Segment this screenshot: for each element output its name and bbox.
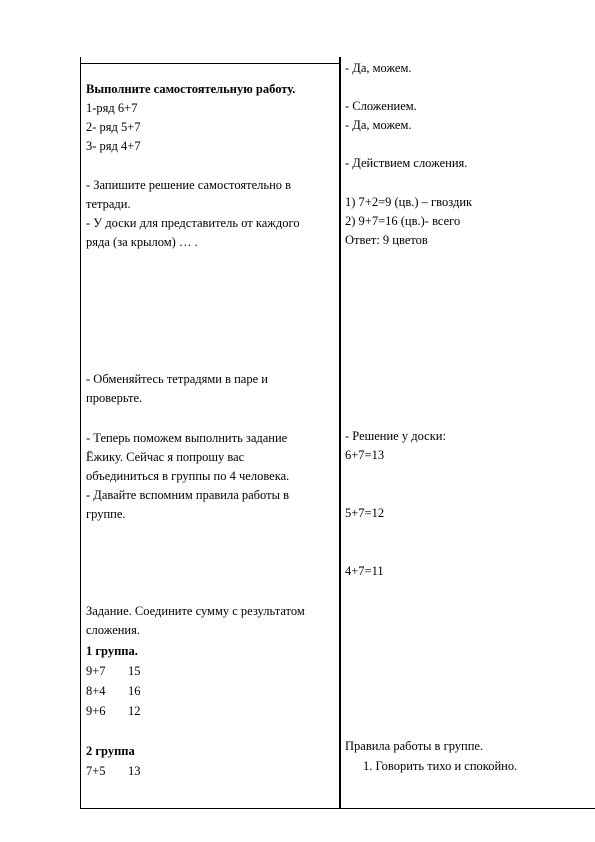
group2-result: 13: [128, 764, 141, 778]
instruction-swap-line1: - Обменяйтесь тетрадями в паре и: [86, 372, 268, 386]
instruction-board-line2: ряда (за крылом) … .: [86, 235, 198, 249]
instruction-rules-line1: - Давайте вспомним правила работы в: [86, 488, 289, 502]
instruction-write-line1: - Запишите решение самостоятельно в: [86, 178, 292, 192]
group1-title: 1 группа.: [86, 644, 138, 658]
table-left-border: [80, 57, 81, 809]
group1-row: [86, 702, 141, 721]
reply-yes-1: - Да, можем.: [345, 61, 412, 75]
group1-result: 15: [128, 664, 141, 678]
solution-step-1: 1) 7+2=9 (цв.) – гвоздик: [345, 195, 473, 209]
group1-expr: 8+4: [86, 684, 106, 698]
group1-result: 12: [128, 704, 141, 718]
reply-yes-2: - Да, можем.: [345, 118, 412, 132]
row-task-3: 3- ряд 4+7: [86, 139, 141, 153]
instruction-swap-line2: проверьте.: [86, 391, 143, 405]
instruction-help-line2: Ёжику. Сейчас я попрошу вас: [86, 450, 245, 464]
row-task-1: 1-ряд 6+7: [86, 101, 138, 115]
instruction-board-line1: - У доски для представитель от каждого: [86, 216, 300, 230]
group-rules-title: Правила работы в группе.: [345, 739, 484, 753]
instruction-write-line2: тетради.: [86, 197, 131, 211]
equation-3: 4+7=11: [345, 564, 384, 578]
table-bottom-border: [80, 808, 595, 809]
group-rule-1: 1. Говорить тихо и спокойно.: [363, 759, 518, 773]
header-row-border: [80, 63, 340, 64]
group1-row: [86, 662, 141, 681]
instruction-rules-line2: группе.: [86, 507, 126, 521]
reply-addition: - Сложением.: [345, 99, 417, 113]
group2-row: [86, 762, 141, 781]
group1-result: 16: [128, 684, 141, 698]
group1-row: [86, 682, 141, 701]
solution-step-2: 2) 9+7=16 (цв.)- всего: [345, 214, 461, 228]
reply-action: - Действием сложения.: [345, 156, 468, 170]
solution-answer: Ответ: 9 цветов: [345, 233, 428, 247]
column-divider: [339, 57, 341, 809]
equation-2: 5+7=12: [345, 506, 385, 520]
lesson-table: [80, 57, 595, 809]
assignment-line1: Задание. Соедините сумму с результатом: [86, 604, 305, 618]
task-title: Выполните самостоятельную работу.: [86, 82, 296, 96]
equation-1: 6+7=13: [345, 448, 385, 462]
board-solution-title: - Решение у доски:: [345, 429, 446, 443]
group1-expr: 9+6: [86, 704, 106, 718]
instruction-help-line1: - Теперь поможем выполнить задание: [86, 431, 288, 445]
row-task-2: 2- ряд 5+7: [86, 120, 141, 134]
group1-expr: 9+7: [86, 664, 106, 678]
instruction-help-line3: объединиться в группы по 4 человека.: [86, 469, 290, 483]
assignment-line2: сложения.: [86, 623, 140, 637]
group2-title: 2 группа: [86, 744, 135, 758]
group2-expr: 7+5: [86, 764, 106, 778]
